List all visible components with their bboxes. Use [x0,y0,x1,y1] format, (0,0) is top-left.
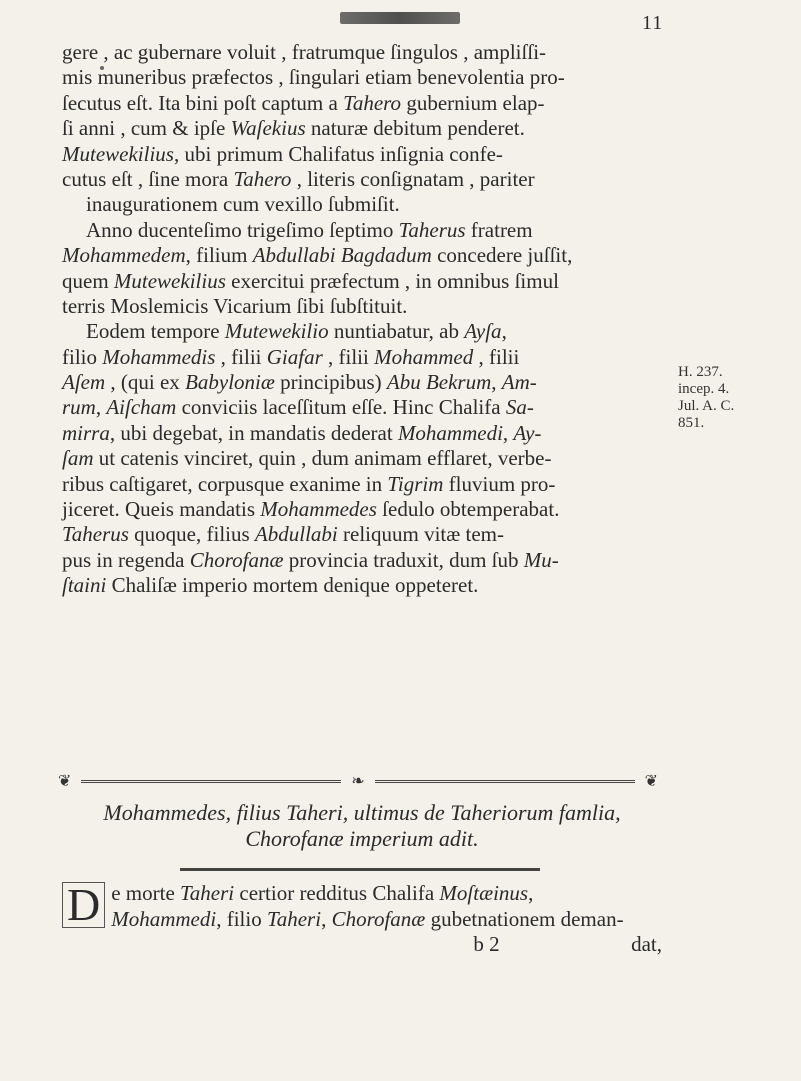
italic-name: Mutewekilius [113,268,226,293]
italic-name: Mutewekilio [224,319,329,344]
text-line [62,573,660,598]
text-run: concedere juſſit, [431,243,573,268]
marginal-line: 851. [678,415,705,431]
italic-name: Mohammedes [260,497,377,522]
text-line [62,294,660,319]
italic-name: Tahero [343,90,402,115]
text-run: principibus) [274,370,387,395]
page-footer [62,932,662,957]
chapter-line [62,880,662,906]
text-run: , filium [185,243,253,268]
italic-name: ſtaini [62,573,107,598]
italic-name: Taheri [180,881,235,905]
italic-name: Chorofanæ [331,907,426,931]
text-line [62,40,660,65]
section-divider [58,772,658,790]
text-run: , [528,881,534,905]
chapter-line [62,906,662,932]
text-line [62,91,660,116]
text-run: , filii [473,344,520,369]
italic-name: ſam [62,446,94,471]
italic-name: mirra [62,420,110,445]
italic-name: Mohammed [374,344,474,369]
text-run: Chaliſæ imperio mortem denique oppeteret. [106,573,479,598]
text-run: reliquum vitæ tem- [337,522,504,547]
text-run: , [321,907,332,931]
drop-capital: D [62,882,105,928]
italic-name: Ayſa [464,319,502,344]
section-heading [62,800,662,852]
text-run: certior redditus Chalifa [234,881,440,905]
text-run: ſi anni , cum & ipſe [62,116,231,141]
text-run: ſedulo obtemperabat. [376,497,560,522]
text-run: fluvium pro- [443,471,556,496]
text-line [62,269,660,294]
italic-name: Babyloniæ [185,370,275,395]
italic-name: Taherus [398,217,466,242]
text-run: ut catenis vinciret, quin , dum animam efflaret, verbe- [93,446,552,471]
text-line [62,116,660,141]
fleuron-icon: ❧ [351,773,365,790]
text-run: , [95,395,107,420]
text-run: fratrem [465,217,533,242]
text-run: terris Moslemicis Vicarium ſibi ſubſtituit. [62,293,408,318]
italic-name: rum [62,395,96,420]
text-line [62,218,660,243]
text-run: , filii [322,344,375,369]
italic-name: Giafar [266,344,323,369]
text-run: gere , ac gubernare voluit , fratrumque ſingulos , ampliſſi- [62,40,547,64]
text-line [62,142,660,167]
marginal-note [678,364,788,432]
text-run: inaugurationem cum vexillo ſubmiſit. [86,192,400,217]
text-run: quoque, filius [128,522,255,547]
text-line [62,548,660,573]
italic-name: Tahero [233,166,292,191]
italic-name: Taheri [266,907,322,931]
heading-rule [180,868,540,871]
fleuron-icon: ❦ [58,773,72,790]
text-run: pus in regenda [62,547,190,572]
italic-name: Chorofanæ [189,547,284,572]
text-run: naturæ debitum penderet. [305,116,525,141]
italic-name: Waſekius [230,116,306,141]
text-run: jiceret. Queis mandatis [62,497,261,522]
italic-name: Sa- [505,395,534,420]
text-run: , [491,370,502,395]
text-line [62,497,660,522]
text-run: , literis conſignatam , pariter [291,166,535,191]
italic-name: Mutewekilius [62,141,174,166]
text-line [62,192,660,217]
italic-name: Taherus [62,522,129,547]
text-run: conviciis laceſſitum eſſe. Hinc Chalifa [176,395,506,420]
italic-name: Mohammedi [111,907,217,931]
text-run: , [502,420,514,445]
text-run: , ubi primum Chalifatus inſignia confe- [173,141,503,166]
text-line [62,370,660,395]
text-run: gubernium elap- [401,90,545,115]
italic-name: Moſtæinus [439,881,529,905]
marginal-line: incep. 4. [678,381,730,397]
text-line [62,243,660,268]
italic-name: Abu Bekrum [386,370,492,395]
text-line [62,472,660,497]
headpiece-ornament [340,12,460,24]
italic-name: Mohammedi [397,420,503,445]
text-run: Eodem tempore [86,319,225,344]
text-run: exercitui præfectum , in omnibus ſimul [225,268,559,293]
text-run: ribus caſtigaret, corpusque exanime in [62,471,388,496]
italic-name: Tigrim [387,471,444,496]
text-run: , (qui ex [105,370,186,395]
text-run: quem [62,268,114,293]
text-run: gubetnationem deman- [425,907,624,931]
signature-mark: b 2 [473,932,500,956]
text-line [62,522,660,547]
section-heading-line2: Chorofanæ imperium adit. [245,826,479,851]
marginal-line: Jul. A. C. [678,398,735,414]
text-run: e morte [111,881,181,905]
text-run: filio [62,344,103,369]
italic-name: Abdullabi [254,522,338,547]
text-run: provincia traduxit, dum ſub [283,547,524,572]
marginal-line: H. 237. [678,364,723,380]
italic-name: Aiſcham [106,395,177,420]
italic-name: Abdullabi Bagdadum [252,243,432,268]
text-line [62,167,660,192]
text-line [62,345,660,370]
italic-name: Mu- [523,547,559,572]
text-line [62,319,660,344]
page-number: 11 [642,12,664,34]
text-line [62,65,660,90]
italic-name: Mohammedem [62,243,186,268]
text-line [62,421,660,446]
text-run: , filii [215,344,267,369]
italic-name: Aſem [62,370,106,395]
text-run: ſecutus eſt. Ita bini poſt captum a [62,90,344,115]
italic-name: Am- [501,370,537,395]
section-heading-line1: Mohammedes, filius Taheri, ultimus de Taheriorum famlia, [103,800,621,825]
text-run: mis muneribus præfectos , ſingulari etiam benevolentia pro- [62,65,565,90]
text-line [62,446,660,471]
italic-name: Mohammedis [102,344,216,369]
text-run: , [501,319,507,344]
catchword: dat, [631,932,662,956]
text-line [62,395,660,420]
text-run: nuntiabatur, ab [328,319,465,344]
body-text [62,40,660,599]
text-run: Anno ducenteſimo trigeſimo ſeptimo [86,217,399,242]
chapter-text [62,880,662,932]
fleuron-icon: ❦ [644,773,658,790]
text-run: cutus eſt , ſine mora [62,166,234,191]
italic-name: Ay- [513,420,542,445]
text-run: , filio [216,907,267,931]
text-run: , ubi degebat, in mandatis dederat [109,420,398,445]
